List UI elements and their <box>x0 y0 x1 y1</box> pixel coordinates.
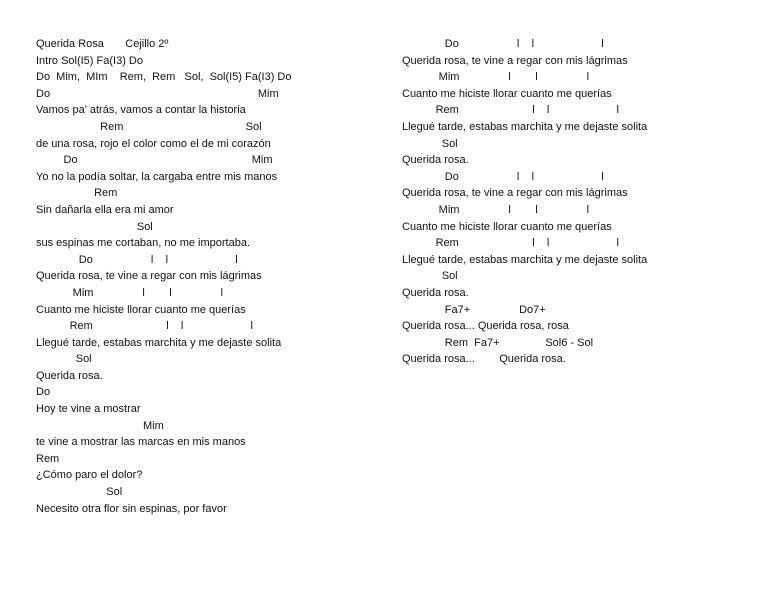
right-line: Llegué tarde, estabas marchita y me dejaste solita <box>402 120 648 133</box>
right-line: Cuanto me hiciste llorar cuanto me querías <box>402 87 612 100</box>
left-line: Querida Rosa Cejillo 2º <box>36 38 169 50</box>
left-line: Rem Sol <box>36 120 262 133</box>
right-line: Fa7+ Do7+ <box>402 303 546 316</box>
left-line: Do Mim, MIm Rem, Rem Sol, Sol(I5) Fa(I3) Do <box>36 71 292 84</box>
right-line: Sol <box>402 270 458 283</box>
left-line: Do Mim <box>36 87 279 100</box>
left-line: Do l l l <box>36 253 238 266</box>
left-line: Mim l l l <box>36 286 224 299</box>
right-line: Do l l l <box>402 38 604 50</box>
right-line: Cuanto me hiciste llorar cuanto me querías <box>402 220 612 233</box>
left-line: Llegué tarde, estabas marchita y me dejaste solita <box>36 336 282 349</box>
right-line: Llegué tarde, estabas marchita y me dejaste solita <box>402 253 648 266</box>
left-line: Sol <box>36 353 92 366</box>
right-column <box>402 36 742 368</box>
right-line: Rem Fa7+ Sol6 - Sol <box>402 336 594 349</box>
left-line: ¿Cómo paro el dolor? <box>36 469 143 482</box>
right-line: Querida rosa. <box>402 286 469 299</box>
left-line: Rem <box>36 187 118 200</box>
right-line: Do l l l <box>402 170 604 183</box>
left-line: Mim <box>36 419 164 432</box>
left-line: Cuanto me hiciste llorar cuanto me querías <box>36 303 246 316</box>
right-line: Mim l l l <box>402 203 590 216</box>
left-line: Sin dañarla ella era mi amor <box>36 203 174 216</box>
right-line: Querida rosa. <box>402 154 469 167</box>
left-line: Hoy te vine a mostrar <box>36 403 141 416</box>
right-line: Sol <box>402 137 458 150</box>
left-line: Sol <box>36 220 153 233</box>
left-line: Necesito otra flor sin espinas, por favor <box>36 502 227 515</box>
left-line: Yo no la podía soltar, la cargaba entre mis manos <box>36 170 278 183</box>
left-line: sus espinas me cortaban, no me importaba. <box>36 237 251 250</box>
left-line: Do Mim <box>36 154 273 167</box>
left-line: Sol <box>36 486 123 499</box>
right-line: Querida rosa... Querida rosa. <box>402 353 566 366</box>
left-line: te vine a mostrar las marcas en mis manos <box>36 436 246 449</box>
right-line: Querida rosa... Querida rosa, rosa <box>402 320 569 333</box>
left-line: Querida rosa, te vine a regar con mis lágrimas <box>36 270 262 283</box>
right-line: Rem l l l <box>402 104 619 117</box>
right-line: Mim l l l <box>402 71 590 84</box>
left-line: Vamos pa' atrás, vamos a contar la historia <box>36 104 246 117</box>
left-line: de una rosa, rojo el color como el de mi corazón <box>36 137 271 150</box>
left-line: Do <box>36 386 51 399</box>
left-line: Intro Sol(I5) Fa(I3) Do <box>36 54 143 67</box>
left-line: Rem l l l <box>36 320 253 333</box>
left-line: Rem <box>36 452 60 465</box>
left-column <box>36 36 366 517</box>
right-line: Querida rosa, te vine a regar con mis lágrimas <box>402 187 628 200</box>
right-line: Querida rosa, te vine a regar con mis lágrimas <box>402 54 628 67</box>
left-line: Querida rosa. <box>36 369 103 382</box>
right-line: Rem l l l <box>402 237 619 250</box>
